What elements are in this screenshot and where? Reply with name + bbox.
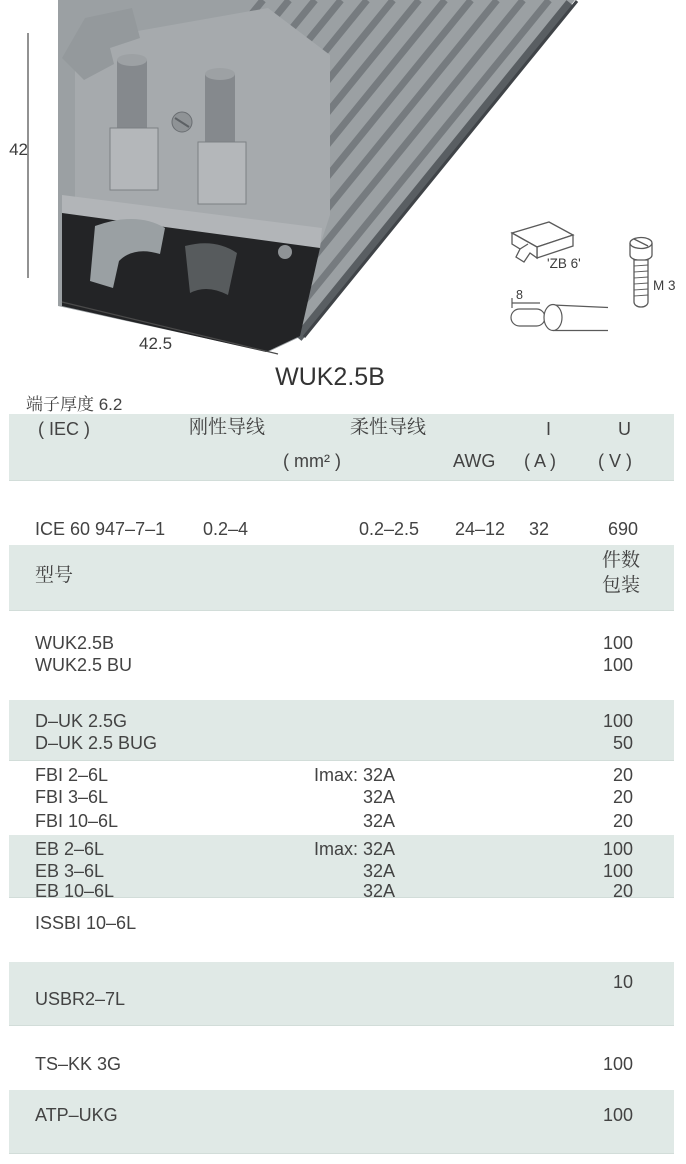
- model-name: D–UK 2.5G: [35, 711, 128, 731]
- model-name: FBI 3–6L: [35, 787, 109, 807]
- width-dimension-label: 42.5: [139, 334, 173, 353]
- spec-rigid: 0.2–4: [203, 519, 249, 539]
- spec-voltage: 690: [607, 519, 638, 539]
- model-name: FBI 2–6L: [35, 765, 109, 785]
- pack-qty: 100: [602, 861, 633, 881]
- model-name: ATP–UKG: [35, 1105, 118, 1125]
- imax-value: 32A: [362, 811, 395, 831]
- col-header-current-unit: ( A ): [524, 451, 557, 471]
- model-name: USBR2–7L: [35, 989, 126, 1009]
- pack-qty: 20: [612, 787, 633, 807]
- qty-column-header-line1: 件数: [601, 550, 640, 571]
- pack-qty: 20: [612, 765, 633, 785]
- model-name: EB 2–6L: [35, 839, 105, 859]
- model-name: ISSBI 10–6L: [35, 913, 137, 933]
- strip-length-label: 8: [516, 288, 523, 302]
- pack-qty: 100: [602, 1105, 633, 1125]
- pack-qty: 100: [602, 655, 633, 675]
- page-title: WUK2.5B: [275, 363, 385, 391]
- imax-value: 32A: [362, 861, 395, 881]
- pack-qty: 100: [602, 1054, 633, 1074]
- product-illustration: [0, 0, 686, 412]
- m3-screw-drawing: [630, 238, 652, 308]
- imax-value: 32A: [362, 881, 395, 901]
- col-header-voltage-unit: ( V ): [598, 451, 632, 471]
- pack-qty: 10: [612, 972, 633, 992]
- terminal-block-photo: [0, 0, 577, 352]
- spec-awg: 24–12: [455, 519, 506, 539]
- m3-screw-label: M 3: [653, 278, 676, 293]
- qty-column-header-line2: 包装: [601, 575, 640, 596]
- model-name: TS–KK 3G: [35, 1054, 122, 1074]
- pack-qty: 50: [612, 733, 633, 753]
- spec-flexible: 0.2–2.5: [359, 519, 420, 539]
- imax-value: 32A: [362, 787, 395, 807]
- thickness-note: 端子厚度 6.2: [26, 395, 123, 414]
- col-header-current: I: [546, 419, 552, 439]
- col-header-flexible: 柔性导线: [350, 417, 427, 438]
- height-dimension-label: 42: [9, 140, 28, 159]
- pack-qty: 100: [602, 633, 633, 653]
- wire-strip-drawing: [511, 298, 608, 331]
- pack-qty: 20: [612, 881, 633, 901]
- imax-value: Imax: 32A: [313, 839, 395, 859]
- spec-current: 32: [529, 519, 550, 539]
- model-name: EB 3–6L: [35, 861, 105, 881]
- model-name: WUK2.5B: [35, 633, 115, 653]
- model-name: EB 10–6L: [35, 881, 115, 901]
- imax-value: Imax: 32A: [313, 765, 395, 785]
- model-column-header: 型号: [35, 565, 74, 586]
- spec-header-band: [9, 414, 674, 481]
- col-header-mm2: ( mm² ): [283, 451, 341, 471]
- model-name: WUK2.5 BU: [35, 655, 133, 675]
- spec-standard: ICE 60 947–7–1: [35, 519, 166, 539]
- zb6-marker-label: 'ZB 6': [547, 256, 581, 271]
- model-name: FBI 10–6L: [35, 811, 119, 831]
- pack-qty: 100: [602, 711, 633, 731]
- pack-qty: 100: [602, 839, 633, 859]
- col-header-rigid: 刚性导线: [189, 417, 266, 438]
- model-name: D–UK 2.5 BUG: [35, 733, 158, 753]
- col-header-iec: ( IEC ): [38, 419, 90, 439]
- col-header-voltage: U: [618, 419, 631, 439]
- pack-qty: 20: [612, 811, 633, 831]
- col-header-awg: AWG: [453, 451, 496, 471]
